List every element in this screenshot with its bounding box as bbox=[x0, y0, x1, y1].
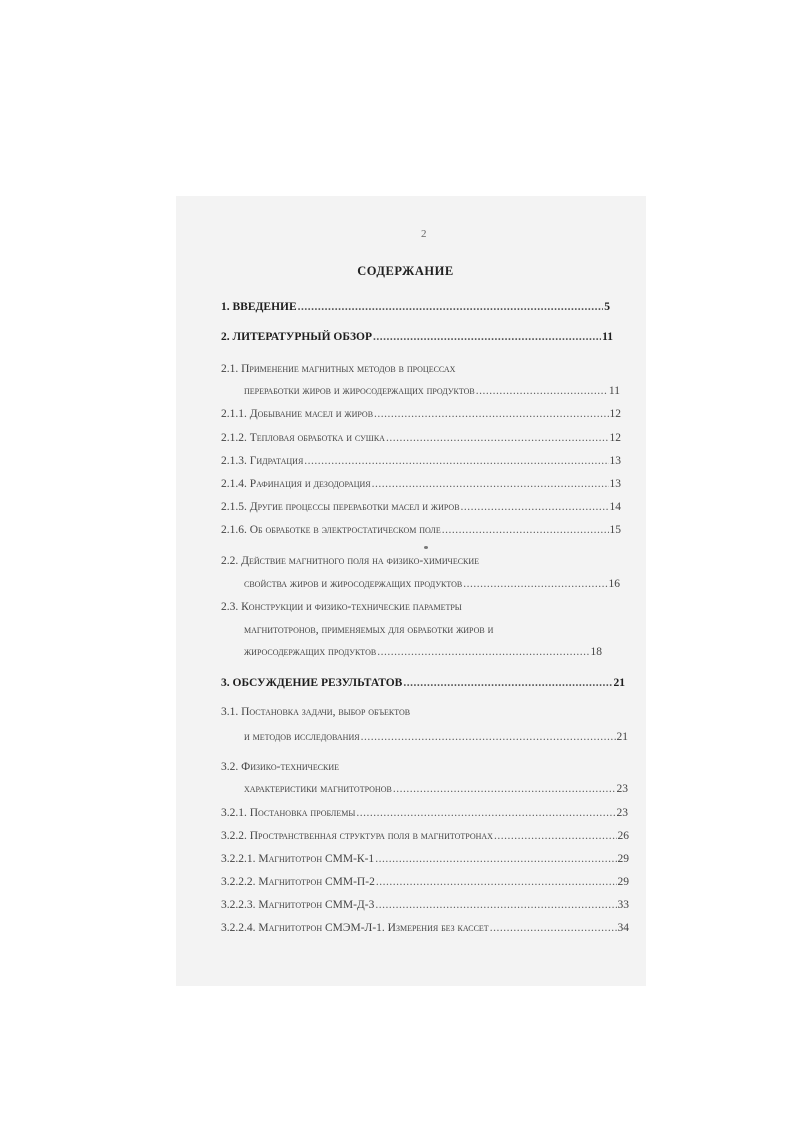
toc-leader-dots bbox=[463, 577, 607, 591]
toc-entry-2-1-3[interactable] bbox=[221, 454, 621, 468]
toc-entry-3-2-2-1[interactable] bbox=[221, 852, 629, 866]
toc-entry-2-2-line1[interactable]: 2.2. Действие магнитного поля на физико-химические bbox=[221, 555, 480, 567]
toc-entry-2-3-line1[interactable]: 2.3. Конструкции и физико-технические параметры bbox=[221, 601, 462, 613]
toc-entry-label: 2. ЛИТЕРАТУРНЫЙ ОБЗОР bbox=[221, 331, 372, 343]
toc-leader-dots bbox=[377, 645, 589, 659]
toc-entry-2-1-6[interactable] bbox=[221, 523, 621, 537]
toc-entry-page: 23 bbox=[616, 783, 628, 795]
toc-entry-2-1-2[interactable] bbox=[221, 431, 621, 445]
toc-entry-label: характеристики магнитотронов bbox=[244, 783, 392, 795]
toc-entry-3-2-2-4[interactable] bbox=[221, 921, 629, 935]
toc-leader-dots bbox=[298, 300, 604, 314]
toc-entry-label: 3.2.2. Пространственная структура поля в магнитотронах bbox=[221, 830, 493, 842]
toc-leader-dots bbox=[373, 330, 601, 344]
toc-entry-results[interactable] bbox=[221, 676, 625, 690]
toc-entry-page: 12 bbox=[609, 408, 621, 420]
toc-entry-3-1[interactable] bbox=[244, 730, 628, 744]
toc-entry-2-1-4[interactable] bbox=[221, 477, 621, 491]
toc-entry-label: 3.2.2.1. Магнитотрон СММ-К-1 bbox=[221, 853, 375, 865]
toc-entry-page: 33 bbox=[617, 899, 629, 911]
toc-entry-page: 34 bbox=[617, 922, 629, 934]
toc-leader-dots bbox=[476, 384, 608, 398]
toc-entry-page: 15 bbox=[609, 524, 621, 536]
toc-entry-page: 16 bbox=[608, 578, 620, 590]
toc-entry-2-1-1[interactable] bbox=[221, 407, 621, 421]
toc-leader-dots bbox=[386, 431, 609, 445]
toc-leader-dots bbox=[375, 898, 616, 912]
toc-entry-2-3[interactable] bbox=[244, 645, 602, 659]
toc-leader-dots bbox=[442, 523, 609, 537]
toc-entry-page: 18 bbox=[590, 646, 602, 658]
toc-entry-page: 14 bbox=[609, 501, 621, 513]
toc-leader-dots bbox=[356, 806, 615, 820]
toc-entry-3-2[interactable] bbox=[244, 782, 628, 796]
toc-entry-page: 23 bbox=[616, 807, 628, 819]
toc-entry-page: 13 bbox=[609, 478, 621, 490]
toc-entry-3-2-2-2[interactable] bbox=[221, 875, 629, 889]
toc-entry-label: 2.1.3. Гидратация bbox=[221, 455, 304, 467]
toc-entry-page: 21 bbox=[616, 731, 628, 743]
toc-leader-dots bbox=[376, 875, 617, 889]
toc-entry-label: и методов исследования bbox=[244, 731, 360, 743]
page-number: 2 bbox=[421, 228, 427, 240]
toc-leader-dots bbox=[372, 477, 609, 491]
toc-entry-label: 2.1.4. Рафинация и дезодорация bbox=[221, 478, 371, 490]
toc-entry-label: 3. ОБСУЖДЕНИЕ РЕЗУЛЬТАТОВ bbox=[221, 677, 403, 689]
toc-entry-label: 3.2.2.3. Магнитотрон СММ-Д-3 bbox=[221, 899, 375, 911]
toc-entry-3-2-2[interactable] bbox=[221, 829, 629, 843]
toc-entry-label: 3.2.2.4. Магнитотрон СМЭМ-Л-1. Измерения без кассет bbox=[221, 922, 489, 934]
toc-entry-label: 2.1.2. Тепловая обработка и сушка bbox=[221, 432, 385, 444]
toc-entry-label: жиросодержащих продуктов bbox=[244, 646, 377, 658]
toc-leader-dots bbox=[375, 852, 616, 866]
page-title: СОДЕРЖАНИЕ bbox=[357, 264, 454, 278]
toc-entry-page: 21 bbox=[613, 677, 625, 689]
toc-entry-2-1-line1[interactable]: 2.1. Применение магнитных методов в процессах bbox=[221, 363, 456, 375]
toc-entry-page: 11 bbox=[602, 331, 613, 343]
toc-entry-3-2-2-3[interactable] bbox=[221, 898, 629, 912]
toc-entry-page: 29 bbox=[617, 876, 629, 888]
toc-entry-label: 1. ВВЕДЕНИЕ bbox=[221, 301, 297, 313]
toc-leader-dots bbox=[494, 829, 617, 843]
toc-entry-page: 11 bbox=[608, 385, 620, 397]
toc-leader-dots bbox=[304, 454, 608, 468]
toc-entry-page: 13 bbox=[609, 455, 621, 467]
toc-leader-dots bbox=[393, 782, 616, 796]
toc-entry-label: 3.2.1. Постановка проблемы bbox=[221, 807, 356, 819]
toc-entry-page: 26 bbox=[617, 830, 629, 842]
toc-entry-3-1-line1[interactable]: 3.1. Постановка задачи, выбор объектов bbox=[221, 706, 411, 718]
toc-entry-3-2-line1[interactable]: 3.2. Физико-технические bbox=[221, 761, 340, 773]
toc-entry-2-3-line2[interactable]: магнитотронов, применяемых для обработки жиров и bbox=[244, 624, 494, 636]
toc-leader-dots bbox=[461, 500, 609, 514]
toc-entry-label: 3.2.2.2. Магнитотрон СММ-П-2 bbox=[221, 876, 375, 888]
toc-entry-page: 29 bbox=[617, 853, 629, 865]
toc-entry-2-2[interactable] bbox=[244, 577, 620, 591]
toc-entry-2-1-5[interactable] bbox=[221, 500, 621, 514]
toc-entry-literature-review[interactable] bbox=[221, 330, 613, 344]
toc-entry-page: 12 bbox=[609, 432, 621, 444]
toc-leader-dots bbox=[403, 676, 612, 690]
toc-leader-dots bbox=[361, 730, 616, 744]
toc-entry-page: 5 bbox=[604, 301, 610, 313]
toc-entry-label: 2.1.5. Другие процессы переработки масел и жиров bbox=[221, 501, 460, 513]
toc-entry-label: переработки жиров и жиросодержащих продуктов bbox=[244, 385, 475, 397]
toc-leader-dots bbox=[374, 407, 608, 421]
toc-entry-label: 2.1.6. Об обработке в электростатическом поле bbox=[221, 524, 441, 536]
toc-entry-3-2-1[interactable] bbox=[221, 806, 628, 820]
toc-entry-label: свойства жиров и жиросодержащих продуктов bbox=[244, 578, 463, 590]
toc-entry-introduction[interactable] bbox=[221, 300, 610, 314]
toc-leader-dots bbox=[490, 921, 617, 935]
toc-entry-2-1[interactable] bbox=[244, 384, 620, 398]
scan-speck bbox=[424, 546, 428, 549]
toc-entry-label: 2.1.1. Добывание масел и жиров bbox=[221, 408, 374, 420]
